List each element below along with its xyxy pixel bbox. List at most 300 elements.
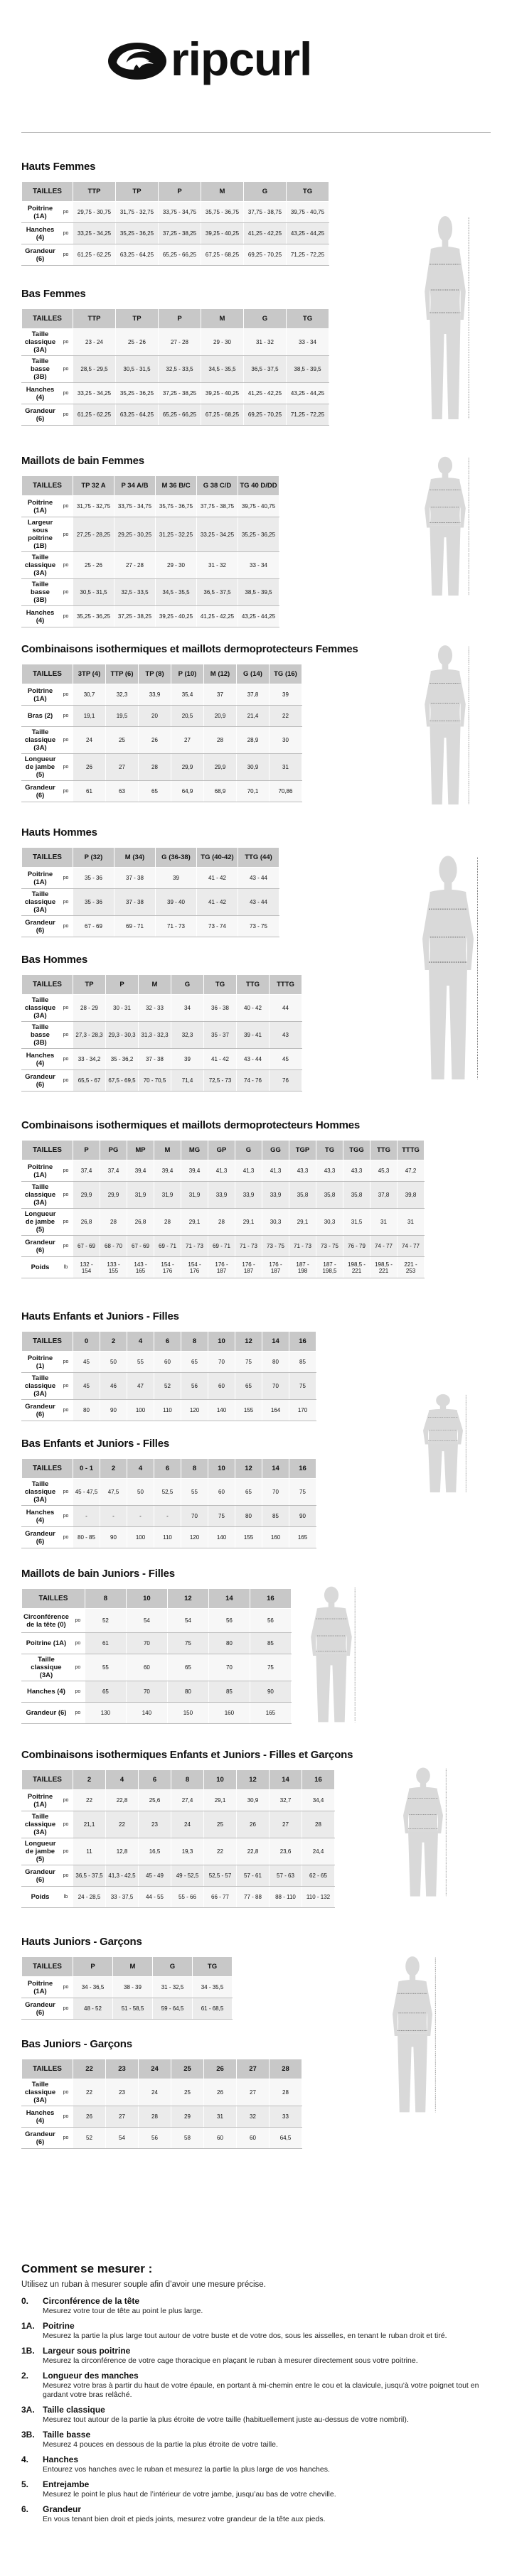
size-column-header: G (14): [237, 664, 270, 684]
size-value: 132 - 154: [73, 1257, 100, 1278]
size-column-header: 14: [262, 1459, 289, 1479]
size-value: 73 - 75: [238, 916, 279, 937]
table-row: [22, 1977, 233, 1998]
unit-label: po: [59, 1790, 73, 1811]
size-value: 33 - 34,2: [73, 1049, 106, 1070]
size-value: 43,3: [343, 1160, 370, 1182]
size-value: 37,8: [237, 684, 270, 706]
size-value: 70 - 70,5: [139, 1070, 171, 1092]
size-value: 45: [270, 1049, 302, 1070]
measure-item: [21, 2371, 491, 2400]
size-column-header: G: [235, 1141, 262, 1160]
unit-label: po: [59, 916, 73, 937]
size-value: 67,25 - 68,25: [201, 404, 244, 426]
size-value: 164: [262, 1400, 289, 1421]
size-value: 52: [154, 1373, 181, 1400]
size-value: 25,6: [139, 1790, 171, 1811]
section-title: Combinaisons isothermiques et maillots dermoprotecteurs Hommes: [21, 1119, 361, 1131]
size-table: [21, 1458, 316, 1548]
section-title: Hauts Juniors - Garçons: [21, 1936, 142, 1948]
size-value: 55: [181, 1479, 208, 1506]
size-value: 22: [106, 1811, 139, 1838]
size-value: 85: [250, 1633, 291, 1654]
size-value: 60: [208, 1373, 235, 1400]
size-column-header: GG: [262, 1141, 289, 1160]
size-value: 221 - 253: [398, 1257, 425, 1278]
size-value: 187 - 198: [289, 1257, 316, 1278]
size-value: 35,25 - 36,25: [116, 223, 159, 244]
size-value: 25: [171, 2079, 204, 2106]
size-value: 28: [139, 2106, 171, 2128]
size-value: 25: [106, 727, 139, 754]
header-tailles: TAILLES: [22, 1589, 85, 1609]
table-row: [22, 1633, 292, 1654]
unit-label: po: [59, 1070, 73, 1092]
measure-body: [43, 2405, 491, 2425]
measure-number: 1B.: [21, 2346, 35, 2356]
size-value: 35,8: [316, 1182, 343, 1209]
size-value: 33,75 - 34,75: [159, 202, 201, 223]
unit-label: lb: [59, 1257, 73, 1278]
size-value: 34 - 36,5: [73, 1977, 113, 1998]
row-label: Grandeur (6): [22, 1236, 59, 1257]
measure-text: Entourez vos hanches avec le ruban et mesurez la partie la plus large de vos hanches.: [43, 2465, 330, 2474]
size-column-header: TTP (6): [106, 664, 139, 684]
size-value: 27: [270, 1811, 302, 1838]
brand-header: [0, 0, 512, 135]
size-value: 35,4: [171, 684, 204, 706]
size-value: 37 - 38: [114, 889, 156, 916]
size-value: 39,75 - 40,75: [287, 202, 329, 223]
unit-label: po: [59, 1998, 73, 2020]
size-column-header: M 36 B/C: [156, 476, 197, 496]
size-value: 198,5 - 221: [343, 1257, 370, 1278]
size-value: 61: [73, 781, 106, 802]
size-value: 130: [85, 1703, 126, 1724]
table-row: [22, 1160, 425, 1182]
header-tailles: TAILLES: [22, 309, 73, 329]
size-value: 55: [85, 1654, 126, 1681]
size-value: 22: [73, 1790, 106, 1811]
section-title: Bas Enfants et Juniors - Filles: [21, 1438, 170, 1450]
measure-text: Mesurez le point le plus haut de l’intérieur de votre jambe, jusqu’au bas de votre cheville.: [43, 2490, 336, 2499]
size-column-header: 8: [181, 1459, 208, 1479]
size-value: 154 - 176: [154, 1257, 181, 1278]
size-column-header: G (36-38): [156, 848, 197, 868]
size-value: 65: [181, 1352, 208, 1373]
row-label: Poitrine (1A): [22, 868, 59, 889]
size-value: 35,8: [343, 1182, 370, 1209]
size-value: 32,5 - 33,5: [114, 579, 156, 606]
size-value: 43 - 44: [237, 1049, 270, 1070]
size-value: 37,4: [100, 1160, 127, 1182]
size-column-header: G: [244, 309, 287, 329]
measure-text: Mesurez la circonférence de votre cage thoracique en plaçant le ruban à mesurer directement sous votre poitrine.: [43, 2356, 418, 2365]
size-value: 56: [250, 1609, 291, 1633]
measure-heading: Longueur des manches: [43, 2371, 139, 2381]
row-label: Taille classique (3A): [22, 1654, 71, 1681]
size-column-header: P: [73, 1141, 100, 1160]
size-value: 33 - 34: [287, 329, 329, 356]
size-value: 30,5 - 31,5: [116, 356, 159, 383]
size-value: 33: [270, 2106, 302, 2128]
header-tailles: TAILLES: [22, 1332, 73, 1352]
size-value: 29,9: [204, 754, 237, 781]
size-value: 31 - 32,5: [153, 1977, 193, 1998]
size-column-header: 12: [167, 1589, 208, 1609]
size-column-header: M: [139, 975, 171, 995]
size-value: 39,25 - 40,25: [201, 383, 244, 404]
size-value: 75: [167, 1633, 208, 1654]
size-column-header: 27: [237, 2059, 270, 2079]
size-value: 61,25 - 62,25: [73, 404, 116, 426]
table-header-row: [22, 1141, 425, 1160]
size-value: 28: [154, 1209, 181, 1236]
size-value: 67,25 - 68,25: [201, 244, 244, 266]
measure-item: [21, 2405, 491, 2425]
size-value: 155: [235, 1527, 262, 1548]
size-column-header: 6: [139, 1770, 171, 1790]
size-value: 39,25 - 40,25: [156, 606, 197, 627]
size-value: 41,3: [208, 1160, 235, 1182]
size-value: 27,3 - 28,3: [73, 1022, 106, 1049]
row-label: Taille classique (3A): [22, 552, 59, 579]
size-value: 45 - 49: [139, 1865, 171, 1887]
size-column-header: TG (40-42): [197, 848, 238, 868]
size-value: 26: [204, 2079, 237, 2106]
row-label: Grandeur (6): [22, 1703, 71, 1724]
unit-label: po: [59, 202, 73, 223]
table-header-row: [22, 476, 279, 496]
table-row: [22, 1182, 425, 1209]
unit-label: po: [59, 223, 73, 244]
size-column-header: M: [201, 309, 244, 329]
table-header-row: [22, 975, 302, 995]
size-value: 198,5 - 221: [370, 1257, 398, 1278]
header-tailles: TAILLES: [22, 1957, 73, 1977]
table-row: [22, 517, 279, 552]
table-row: [22, 1790, 335, 1811]
size-value: 24,4: [302, 1838, 335, 1865]
table-row: [22, 1681, 292, 1703]
section-title: Hauts Enfants et Juniors - Filles: [21, 1310, 179, 1322]
row-label: Taille classique (3A): [22, 1373, 59, 1400]
size-value: 45 - 47,5: [73, 1479, 100, 1506]
size-value: 68 - 70: [100, 1236, 127, 1257]
size-column-header: TG: [193, 1957, 233, 1977]
table-row: [22, 1209, 425, 1236]
size-value: 41,3: [262, 1160, 289, 1182]
size-column-header: TG: [204, 975, 237, 995]
size-value: 100: [127, 1400, 154, 1421]
table-row: [22, 889, 279, 916]
size-value: 71 - 73: [181, 1236, 208, 1257]
size-value: 71,25 - 72,25: [287, 404, 329, 426]
size-value: 43,25 - 44,25: [238, 606, 279, 627]
measure-text: Mesurez tout autour de la partie la plus étroite de votre taille (habituellement juste au-dessus de votre nombril).: [43, 2415, 409, 2424]
size-value: 39,4: [127, 1160, 154, 1182]
size-column-header: 6: [154, 1332, 181, 1352]
table-row: [22, 1506, 316, 1527]
measure-intro: Utilisez un ruban à mesurer souple afin d’avoir une mesure précise.: [21, 2280, 266, 2289]
measure-body: [43, 2321, 491, 2341]
table-row: [22, 684, 302, 706]
unit-label: po: [59, 1182, 73, 1209]
size-value: 35,25 - 36,25: [73, 606, 114, 627]
size-value: 31,9: [127, 1182, 154, 1209]
row-label: Taille classique (3A): [22, 1182, 59, 1209]
table-row: [22, 1838, 335, 1865]
size-value: 56: [181, 1373, 208, 1400]
size-value: 60: [208, 1479, 235, 1506]
body-silhouette-icon: [388, 1954, 437, 2118]
size-value: 39,25 - 40,25: [201, 223, 244, 244]
body-silhouette-icon: [420, 643, 471, 810]
size-column-header: G: [153, 1957, 193, 1977]
size-value: 61,25 - 62,25: [73, 244, 116, 266]
size-value: 39: [156, 868, 197, 889]
table-row: [22, 404, 329, 426]
table-row: [22, 1887, 335, 1908]
size-value: 59 - 64,5: [153, 1998, 193, 2020]
size-column-header: M: [113, 1957, 153, 1977]
size-value: 31,5: [343, 1209, 370, 1236]
size-column-header: 23: [106, 2059, 139, 2079]
size-value: 143 - 165: [127, 1257, 154, 1278]
size-value: 33,75 - 34,75: [114, 496, 156, 517]
header-tailles: TAILLES: [22, 848, 73, 868]
size-value: 29 - 30: [201, 329, 244, 356]
size-value: 100: [127, 1527, 154, 1548]
size-column-header: TG: [287, 309, 329, 329]
size-value: 50: [127, 1479, 154, 1506]
size-value: 19,5: [106, 706, 139, 727]
size-value: 46: [100, 1373, 127, 1400]
size-value: 26: [139, 727, 171, 754]
unit-label: po: [59, 727, 73, 754]
size-value: 28: [270, 2079, 302, 2106]
unit-label: po: [59, 1811, 73, 1838]
measure-heading: Circonférence de la tête: [43, 2296, 140, 2306]
measure-body: [43, 2371, 491, 2400]
size-value: 69 - 71: [208, 1236, 235, 1257]
size-value: 69,25 - 70,25: [244, 244, 287, 266]
size-value: -: [127, 1506, 154, 1527]
size-table: [21, 1769, 335, 1908]
size-value: 41,25 - 42,25: [244, 223, 287, 244]
size-value: 28: [100, 1209, 127, 1236]
size-value: 31 - 32: [244, 329, 287, 356]
size-value: 90: [250, 1681, 291, 1703]
size-value: 37 - 38: [139, 1049, 171, 1070]
size-value: 43 - 44: [238, 889, 279, 916]
table-header-row: [22, 1957, 233, 1977]
size-column-header: 16: [289, 1459, 316, 1479]
size-value: 73 - 75: [316, 1236, 343, 1257]
size-value: 68,9: [204, 781, 237, 802]
size-value: 34,5 - 35,5: [201, 356, 244, 383]
size-column-header: M (12): [204, 664, 237, 684]
size-value: 75: [208, 1506, 235, 1527]
measure-number: 1A.: [21, 2321, 35, 2331]
size-value: 187 - 198,5: [316, 1257, 343, 1278]
size-value: 38,5 - 39,5: [238, 579, 279, 606]
size-value: 110: [154, 1400, 181, 1421]
size-value: 26,8: [73, 1209, 100, 1236]
size-value: 27: [171, 727, 204, 754]
measure-heading: Entrejambe: [43, 2479, 90, 2489]
size-column-header: 28: [270, 2059, 302, 2079]
measure-item: [21, 2296, 491, 2316]
size-column-header: 22: [73, 2059, 106, 2079]
header-tailles: TAILLES: [22, 476, 73, 496]
size-value: 22,8: [237, 1838, 270, 1865]
size-column-header: 0 - 1: [73, 1459, 100, 1479]
size-column-header: PG: [100, 1141, 127, 1160]
size-value: 31: [270, 754, 302, 781]
size-value: 36,5 - 37,5: [197, 579, 238, 606]
size-value: 120: [181, 1400, 208, 1421]
size-value: 33,9: [139, 684, 171, 706]
size-value: 63,25 - 64,25: [116, 244, 159, 266]
size-column-header: TTG: [237, 975, 270, 995]
unit-label: po: [59, 1400, 73, 1421]
measure-body: [43, 2346, 491, 2366]
size-value: 27 - 28: [114, 552, 156, 579]
size-value: 70,86: [270, 781, 302, 802]
unit-label: po: [70, 1654, 85, 1681]
size-value: 36,5 - 37,5: [73, 1865, 106, 1887]
size-value: 35,8: [289, 1182, 316, 1209]
size-column-header: MP: [127, 1141, 154, 1160]
body-silhouette-icon: [418, 1393, 468, 1496]
size-value: 25 - 26: [73, 552, 114, 579]
size-column-header: TGP: [289, 1141, 316, 1160]
size-value: 80: [73, 1400, 100, 1421]
unit-label: po: [59, 244, 73, 266]
size-column-header: 6: [154, 1459, 181, 1479]
table-row: [22, 2128, 302, 2149]
row-label: Grandeur (6): [22, 2128, 59, 2149]
size-value: 66 - 77: [204, 1887, 237, 1908]
measure-number: 3A.: [21, 2405, 35, 2415]
size-value: 43: [270, 1022, 302, 1049]
measure-title: Comment se mesurer :: [21, 2262, 153, 2275]
size-column-header: TP (8): [139, 664, 171, 684]
row-label: Grandeur (6): [22, 244, 59, 266]
row-label: Hanches (4): [22, 1681, 71, 1703]
size-column-header: TP: [116, 182, 159, 202]
unit-label: po: [59, 868, 73, 889]
unit-label: po: [59, 517, 73, 552]
size-column-header: 12: [235, 1332, 262, 1352]
size-value: 155: [235, 1400, 262, 1421]
size-value: 80: [262, 1352, 289, 1373]
size-value: 60: [237, 2128, 270, 2149]
unit-label: po: [59, 1236, 73, 1257]
size-value: 26,8: [127, 1209, 154, 1236]
size-value: 19,3: [171, 1838, 204, 1865]
size-section-maillots-juniors-filles: [21, 1568, 491, 1724]
unit-label: po: [59, 329, 73, 356]
row-label: Grandeur (6): [22, 781, 59, 802]
row-label: Hanches (4): [22, 223, 59, 244]
size-column-header: 24: [139, 2059, 171, 2079]
row-label: Taille basse (3B): [22, 1022, 59, 1049]
size-value: 30,3: [316, 1209, 343, 1236]
size-value: 133 - 155: [100, 1257, 127, 1278]
size-value: 35 - 37: [204, 1022, 237, 1049]
size-value: 70: [262, 1479, 289, 1506]
size-value: 36 - 38: [204, 995, 237, 1022]
table-row: [22, 1049, 302, 1070]
size-value: 85: [289, 1352, 316, 1373]
size-value: 16,5: [139, 1838, 171, 1865]
header-tailles: TAILLES: [22, 1141, 73, 1160]
size-value: 62 - 65: [302, 1865, 335, 1887]
measure-item: [21, 2346, 491, 2366]
section-title: Maillots de bain Femmes: [21, 455, 144, 467]
size-value: 37,25 - 38,25: [114, 606, 156, 627]
size-value: 28: [204, 727, 237, 754]
body-silhouette-icon: [416, 853, 480, 1087]
row-label: Grandeur (6): [22, 1865, 59, 1887]
table-row: [22, 868, 279, 889]
unit-label: po: [59, 1506, 73, 1527]
size-value: 28 - 29: [73, 995, 106, 1022]
size-value: 27,25 - 28,25: [73, 517, 114, 552]
table-row: [22, 496, 279, 517]
size-value: 165: [250, 1703, 291, 1724]
row-label: Largeur sous poitrine (1B): [22, 517, 59, 552]
size-value: 49 - 52,5: [171, 1865, 204, 1887]
measure-text: Mesurez la partie la plus large tout autour de votre buste et de votre dos, sous les aisselles, en tenant le ruban droit et tiré.: [43, 2332, 447, 2340]
size-column-header: TTG: [370, 1141, 398, 1160]
size-value: 71,4: [171, 1070, 204, 1092]
measure-heading: Taille basse: [43, 2430, 91, 2440]
row-label: Poitrine (1A): [22, 496, 59, 517]
size-value: 140: [208, 1400, 235, 1421]
size-value: 60: [126, 1654, 167, 1681]
size-column-header: TP 32 A: [73, 476, 114, 496]
size-value: 65: [235, 1479, 262, 1506]
size-value: 20,5: [171, 706, 204, 727]
table-row: [22, 1998, 233, 2020]
measure-number: 6.: [21, 2504, 29, 2514]
header-tailles: TAILLES: [22, 2059, 73, 2079]
size-value: 29,9: [100, 1182, 127, 1209]
size-column-header: 2: [100, 1459, 127, 1479]
size-value: 33,9: [262, 1182, 289, 1209]
header-tailles: TAILLES: [22, 1459, 73, 1479]
size-value: 31: [398, 1209, 425, 1236]
size-column-header: TGG: [343, 1141, 370, 1160]
measure-text: En vous tenant bien droit et pieds joints, mesurez votre grandeur de la tête aux pieds.: [43, 2515, 326, 2523]
size-value: 31,75 - 32,75: [116, 202, 159, 223]
size-value: 60: [154, 1352, 181, 1373]
table-row: [22, 1070, 302, 1092]
size-value: 35 - 36: [73, 889, 114, 916]
unit-label: po: [59, 1838, 73, 1865]
size-value: 85: [208, 1681, 250, 1703]
size-column-header: TG 40 D/DD: [238, 476, 279, 496]
size-value: 20: [139, 706, 171, 727]
table-header-row: [22, 1589, 292, 1609]
measurement-guide: [21, 2262, 491, 2529]
size-value: 74 - 76: [237, 1070, 270, 1092]
size-column-header: 14: [270, 1770, 302, 1790]
table-row: [22, 1352, 316, 1373]
